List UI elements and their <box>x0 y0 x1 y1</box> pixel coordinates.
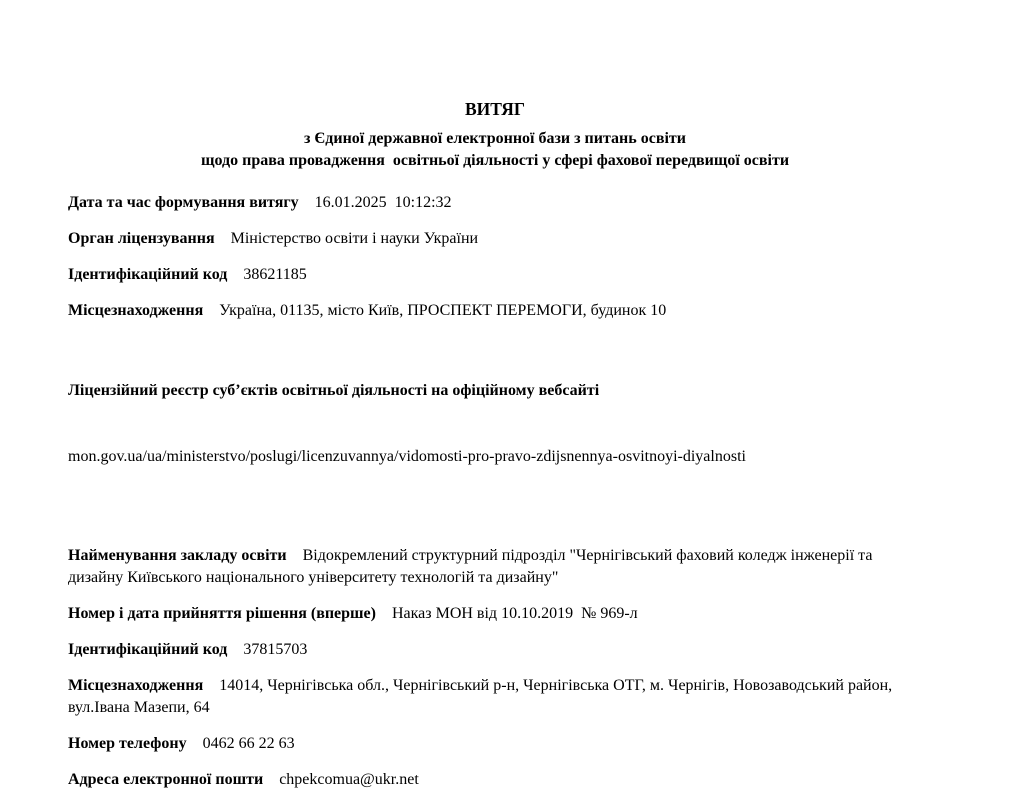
field-extract-datetime-label: Дата та час формування витягу <box>68 194 299 211</box>
field-location-institution-value: 14014, Чернігівська обл., Чернігівський р-н, Чернігівська ОТГ, м. Чернігів, Новозаводський район, вул.Івана Мазепи, 64 <box>68 677 897 716</box>
field-decision-number-date-label: Номер і дата прийняття рішення (вперше) <box>68 605 376 622</box>
field-location-institution-label: Місцезнаходження <box>68 677 204 694</box>
field-phone-number <box>68 733 922 755</box>
field-licensing-authority <box>68 228 922 250</box>
field-identification-code-authority-label: Ідентифікаційний код <box>68 266 228 283</box>
field-licensing-authority-label: Орган ліцензування <box>68 230 215 247</box>
license-registry-url: mon.gov.ua/ua/ministerstvo/poslugi/licenzuvannya/vidomosti-pro-pravo-zdijsnennya-osvitnoyi-diyalnosti <box>68 448 746 465</box>
field-email-address-value: chpekcomua@ukr.net <box>279 771 419 788</box>
field-license-registry <box>68 336 922 512</box>
field-identification-code-authority <box>68 264 922 286</box>
field-license-registry-label: Ліцензійний реєстр суб’єктів освітньої діяльності на офіційному вебсайті <box>68 382 600 399</box>
document-title: ВИТЯГ <box>464 99 526 119</box>
field-identification-code-institution <box>68 639 922 661</box>
field-licensing-authority-value: Міністерство освіти і науки України <box>230 230 479 247</box>
field-location-authority-label: Місцезнаходження <box>68 302 204 319</box>
field-location-authority <box>68 300 922 322</box>
field-institution-name-label: Найменування закладу освіти <box>68 547 287 564</box>
field-location-institution <box>68 675 922 719</box>
field-email-address <box>68 769 922 791</box>
document-header <box>68 97 922 172</box>
field-extract-datetime <box>68 192 922 214</box>
field-institution-name <box>68 545 922 589</box>
field-email-address-label: Адреса електронної пошти <box>68 771 264 788</box>
field-identification-code-institution-value: 37815703 <box>243 641 308 658</box>
field-institution-name-value: Відокремлений структурний підрозділ "Чернігівський фаховий коледж інженерії та дизайну Київського національного університету технологій та дизайну" <box>68 547 877 586</box>
document-subtitle-line2: щодо права провадження освітньої діяльності у сфері фахової передвищої освіти <box>200 152 790 169</box>
document-content <box>68 97 922 805</box>
field-phone-number-label: Номер телефону <box>68 735 187 752</box>
field-phone-number-value: 0462 66 22 63 <box>202 735 295 752</box>
field-identification-code-institution-label: Ідентифікаційний код <box>68 641 228 658</box>
field-decision-number-date-value: Наказ МОН від 10.10.2019 № 969-л <box>391 605 638 622</box>
field-identification-code-authority-value: 38621185 <box>243 266 307 283</box>
field-extract-datetime-value: 16.01.2025 10:12:32 <box>314 194 452 211</box>
field-location-authority-value: Україна, 01135, місто Київ, ПРОСПЕКТ ПЕРЕМОГИ, будинок 10 <box>219 302 667 319</box>
field-decision-number-date <box>68 603 922 625</box>
document-subtitle-line1: з Єдиної державної електронної бази з питань освіти <box>303 130 686 147</box>
